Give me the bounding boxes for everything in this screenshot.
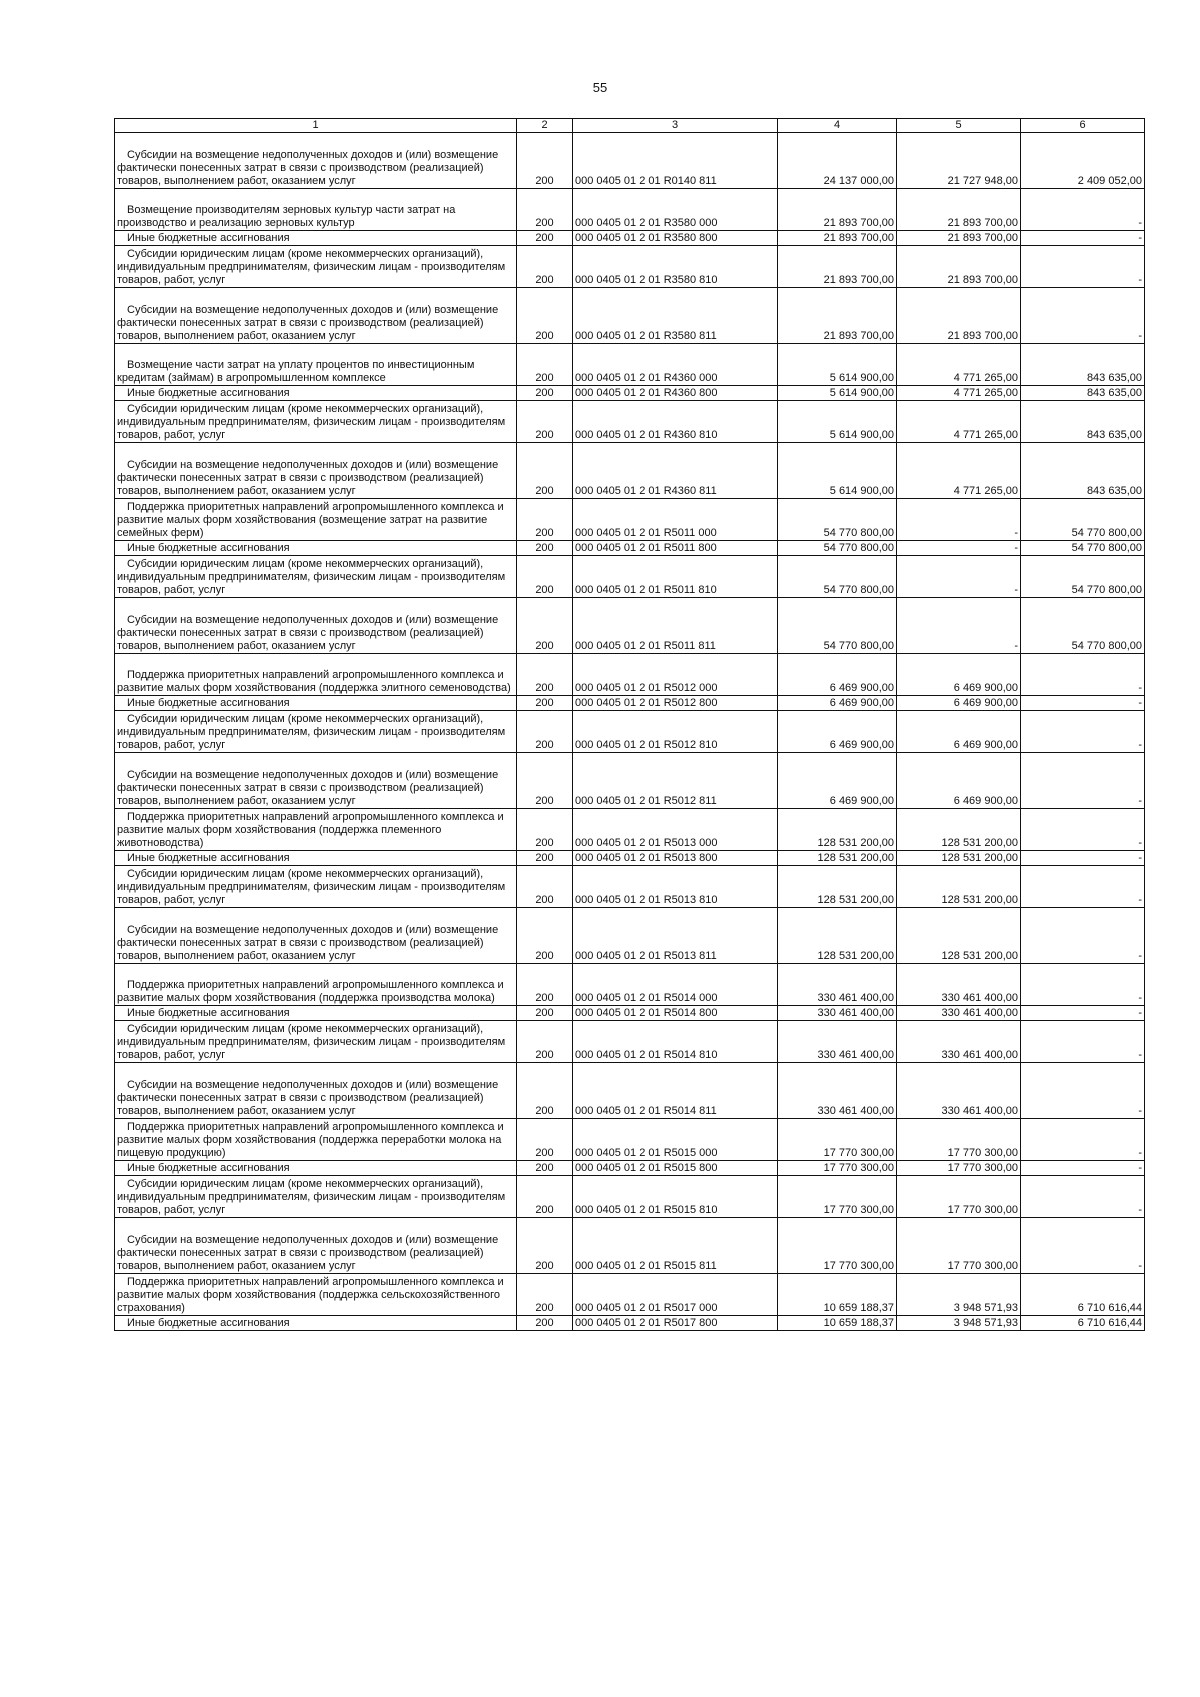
row-col6-cell: 843 635,00 [1021, 386, 1145, 401]
row-col5-cell: 17 770 300,00 [897, 1161, 1021, 1176]
row-name-cell: Субсидии юридическим лицам (кроме некоммерческих организаций), индивидуальным предпринимателям, физическим лицам - производителям товаров, работ, услуг [115, 1176, 517, 1218]
row-name-cell: Субсидии на возмещение недополученных доходов и (или) возмещение фактически понесенных затрат в связи с производством (реализацией) товаров, выполнением работ, оказанием услуг [115, 1218, 517, 1274]
row-col2-cell: 200 [517, 809, 573, 851]
row-code-cell: 000 0405 01 2 01 R5011 800 [573, 541, 778, 556]
row-col6-cell: 843 635,00 [1021, 344, 1145, 386]
row-name-cell: Субсидии юридическим лицам (кроме некоммерческих организаций), индивидуальным предпринимателям, физическим лицам - производителям товаров, работ, услуг [115, 1021, 517, 1063]
row-col4-cell: 6 469 900,00 [778, 654, 897, 696]
table-row [115, 1316, 1145, 1331]
row-col5-cell: 21 893 700,00 [897, 246, 1021, 288]
row-col2-cell: 200 [517, 1316, 573, 1331]
row-col2-cell: 200 [517, 541, 573, 556]
row-name-cell: Субсидии на возмещение недополученных доходов и (или) возмещение фактически понесенных затрат в связи с производством (реализацией) товаров, выполнением работ, оказанием услуг [115, 288, 517, 344]
row-col2-cell: 200 [517, 1119, 573, 1161]
table-row [115, 556, 1145, 598]
row-col5-cell: 21 893 700,00 [897, 189, 1021, 231]
table-row [115, 1063, 1145, 1119]
row-code-cell: 000 0405 01 2 01 R4360 810 [573, 401, 778, 443]
table-row [115, 1161, 1145, 1176]
row-col5-cell: 4 771 265,00 [897, 386, 1021, 401]
row-code-cell: 000 0405 01 2 01 R5011 811 [573, 598, 778, 654]
table-row [115, 851, 1145, 866]
row-col4-cell: 21 893 700,00 [778, 246, 897, 288]
row-name-cell: Поддержка приоритетных направлений агропромышленного комплекса и развитие малых форм хозяйствования (поддержка племенного животноводства) [115, 809, 517, 851]
row-col6-cell: - [1021, 809, 1145, 851]
table-row [115, 711, 1145, 753]
row-name-cell: Поддержка приоритетных направлений агропромышленного комплекса и развитие малых форм хозяйствования (возмещение затрат на развитие семейных ферм) [115, 499, 517, 541]
row-name-cell: Поддержка приоритетных направлений агропромышленного комплекса и развитие малых форм хозяйствования (поддержка сельскохозяйственного страхования) [115, 1274, 517, 1316]
row-col6-cell: - [1021, 1218, 1145, 1274]
row-col2-cell: 200 [517, 598, 573, 654]
table-row [115, 1119, 1145, 1161]
table-row [115, 1021, 1145, 1063]
table-row [115, 696, 1145, 711]
row-code-cell: 000 0405 01 2 01 R5015 000 [573, 1119, 778, 1161]
header-cell: 3 [573, 119, 778, 133]
row-col5-cell: 3 948 571,93 [897, 1274, 1021, 1316]
row-col2-cell: 200 [517, 1006, 573, 1021]
row-code-cell: 000 0405 01 2 01 R3580 811 [573, 288, 778, 344]
row-name-cell: Иные бюджетные ассигнования [115, 1006, 517, 1021]
table-row [115, 1218, 1145, 1274]
row-name-cell: Иные бюджетные ассигнования [115, 696, 517, 711]
row-col5-cell: 21 893 700,00 [897, 288, 1021, 344]
row-col4-cell: 5 614 900,00 [778, 401, 897, 443]
row-col5-cell: 4 771 265,00 [897, 443, 1021, 499]
row-col6-cell: 54 770 800,00 [1021, 541, 1145, 556]
row-col5-cell: 128 531 200,00 [897, 851, 1021, 866]
row-col6-cell: - [1021, 1176, 1145, 1218]
row-col6-cell: 843 635,00 [1021, 443, 1145, 499]
row-name-cell: Субсидии юридическим лицам (кроме некоммерческих организаций), индивидуальным предпринимателям, физическим лицам - производителям товаров, работ, услуг [115, 401, 517, 443]
row-name-cell: Субсидии на возмещение недополученных доходов и (или) возмещение фактически понесенных затрат в связи с производством (реализацией) товаров, выполнением работ, оказанием услуг [115, 1063, 517, 1119]
row-col4-cell: 5 614 900,00 [778, 344, 897, 386]
row-col4-cell: 6 469 900,00 [778, 711, 897, 753]
row-name-cell: Поддержка приоритетных направлений агропромышленного комплекса и развитие малых форм хозяйствования (поддержка элитного семеноводства) [115, 654, 517, 696]
row-col5-cell: 4 771 265,00 [897, 401, 1021, 443]
row-name-cell: Субсидии на возмещение недополученных доходов и (или) возмещение фактически понесенных затрат в связи с производством (реализацией) товаров, выполнением работ, оказанием услуг [115, 908, 517, 964]
row-col5-cell: 21 893 700,00 [897, 231, 1021, 246]
row-code-cell: 000 0405 01 2 01 R5017 000 [573, 1274, 778, 1316]
row-col2-cell: 200 [517, 443, 573, 499]
table-row [115, 1176, 1145, 1218]
row-code-cell: 000 0405 01 2 01 R5013 000 [573, 809, 778, 851]
row-col2-cell: 200 [517, 851, 573, 866]
header-cell: 4 [778, 119, 897, 133]
row-col6-cell: - [1021, 696, 1145, 711]
row-code-cell: 000 0405 01 2 01 R5011 000 [573, 499, 778, 541]
row-code-cell: 000 0405 01 2 01 R5014 811 [573, 1063, 778, 1119]
row-col6-cell: 54 770 800,00 [1021, 556, 1145, 598]
row-col4-cell: 17 770 300,00 [778, 1218, 897, 1274]
row-col5-cell: 6 469 900,00 [897, 753, 1021, 809]
row-col4-cell: 128 531 200,00 [778, 908, 897, 964]
row-col6-cell: - [1021, 908, 1145, 964]
row-name-cell: Иные бюджетные ассигнования [115, 851, 517, 866]
row-col4-cell: 17 770 300,00 [778, 1176, 897, 1218]
row-col4-cell: 54 770 800,00 [778, 541, 897, 556]
row-col5-cell: 21 727 948,00 [897, 133, 1021, 189]
row-col6-cell: - [1021, 231, 1145, 246]
row-col5-cell: 4 771 265,00 [897, 344, 1021, 386]
row-col4-cell: 330 461 400,00 [778, 1006, 897, 1021]
row-col6-cell: 54 770 800,00 [1021, 499, 1145, 541]
row-col2-cell: 200 [517, 189, 573, 231]
row-col2-cell: 200 [517, 866, 573, 908]
row-name-cell: Субсидии на возмещение недополученных доходов и (или) возмещение фактически понесенных затрат в связи с производством (реализацией) товаров, выполнением работ, оказанием услуг [115, 753, 517, 809]
row-col4-cell: 21 893 700,00 [778, 288, 897, 344]
table-row [115, 189, 1145, 231]
row-col4-cell: 54 770 800,00 [778, 598, 897, 654]
table-row [115, 443, 1145, 499]
row-code-cell: 000 0405 01 2 01 R5012 810 [573, 711, 778, 753]
budget-table [114, 118, 1145, 1331]
row-code-cell: 000 0405 01 2 01 R5013 800 [573, 851, 778, 866]
header-cell: 6 [1021, 119, 1145, 133]
row-code-cell: 000 0405 01 2 01 R5014 810 [573, 1021, 778, 1063]
row-col5-cell: 17 770 300,00 [897, 1176, 1021, 1218]
row-col2-cell: 200 [517, 908, 573, 964]
row-col4-cell: 128 531 200,00 [778, 809, 897, 851]
row-col2-cell: 200 [517, 654, 573, 696]
row-col4-cell: 21 893 700,00 [778, 231, 897, 246]
row-col5-cell: 6 469 900,00 [897, 654, 1021, 696]
table-row [115, 866, 1145, 908]
row-col2-cell: 200 [517, 288, 573, 344]
page-number: 55 [592, 80, 608, 95]
row-col4-cell: 10 659 188,37 [778, 1316, 897, 1331]
table-row [115, 541, 1145, 556]
row-col2-cell: 200 [517, 246, 573, 288]
row-col5-cell: 3 948 571,93 [897, 1316, 1021, 1331]
row-col5-cell: 128 531 200,00 [897, 809, 1021, 851]
row-code-cell: 000 0405 01 2 01 R5012 000 [573, 654, 778, 696]
row-name-cell: Поддержка приоритетных направлений агропромышленного комплекса и развитие малых форм хозяйствования (поддержка переработки молока на пищевую продукцию) [115, 1119, 517, 1161]
table-row [115, 344, 1145, 386]
row-col5-cell: - [897, 499, 1021, 541]
row-col4-cell: 330 461 400,00 [778, 1063, 897, 1119]
table-row [115, 133, 1145, 189]
row-col6-cell: 843 635,00 [1021, 401, 1145, 443]
row-code-cell: 000 0405 01 2 01 R0140 811 [573, 133, 778, 189]
row-col6-cell: - [1021, 866, 1145, 908]
row-col5-cell: - [897, 541, 1021, 556]
row-col2-cell: 200 [517, 964, 573, 1006]
row-code-cell: 000 0405 01 2 01 R3580 800 [573, 231, 778, 246]
row-col2-cell: 200 [517, 1021, 573, 1063]
header-cell: 5 [897, 119, 1021, 133]
row-code-cell: 000 0405 01 2 01 R5013 810 [573, 866, 778, 908]
row-name-cell: Иные бюджетные ассигнования [115, 1161, 517, 1176]
row-name-cell: Поддержка приоритетных направлений агропромышленного комплекса и развитие малых форм хозяйствования (поддержка производства молока) [115, 964, 517, 1006]
row-code-cell: 000 0405 01 2 01 R5014 000 [573, 964, 778, 1006]
header-cell: 2 [517, 119, 573, 133]
row-col2-cell: 200 [517, 696, 573, 711]
row-col6-cell: 54 770 800,00 [1021, 598, 1145, 654]
row-col6-cell: - [1021, 1006, 1145, 1021]
row-col2-cell: 200 [517, 231, 573, 246]
row-col6-cell: - [1021, 851, 1145, 866]
row-name-cell: Субсидии юридическим лицам (кроме некоммерческих организаций), индивидуальным предпринимателям, физическим лицам - производителям товаров, работ, услуг [115, 556, 517, 598]
table-row [115, 499, 1145, 541]
table-row [115, 246, 1145, 288]
table-row [115, 964, 1145, 1006]
row-col2-cell: 200 [517, 1274, 573, 1316]
row-col2-cell: 200 [517, 1063, 573, 1119]
table-row [115, 1006, 1145, 1021]
row-code-cell: 000 0405 01 2 01 R5012 800 [573, 696, 778, 711]
row-col4-cell: 6 469 900,00 [778, 696, 897, 711]
row-col4-cell: 54 770 800,00 [778, 499, 897, 541]
row-code-cell: 000 0405 01 2 01 R5013 811 [573, 908, 778, 964]
row-col6-cell: 6 710 616,44 [1021, 1316, 1145, 1331]
row-col4-cell: 24 137 000,00 [778, 133, 897, 189]
row-col5-cell: 128 531 200,00 [897, 866, 1021, 908]
row-code-cell: 000 0405 01 2 01 R5012 811 [573, 753, 778, 809]
table-row [115, 1274, 1145, 1316]
row-code-cell: 000 0405 01 2 01 R5017 800 [573, 1316, 778, 1331]
row-col6-cell: 6 710 616,44 [1021, 1274, 1145, 1316]
row-col4-cell: 6 469 900,00 [778, 753, 897, 809]
row-col5-cell: 330 461 400,00 [897, 1063, 1021, 1119]
row-col4-cell: 17 770 300,00 [778, 1119, 897, 1161]
row-col6-cell: - [1021, 1063, 1145, 1119]
row-code-cell: 000 0405 01 2 01 R5014 800 [573, 1006, 778, 1021]
table-row [115, 654, 1145, 696]
row-code-cell: 000 0405 01 2 01 R4360 000 [573, 344, 778, 386]
row-col2-cell: 200 [517, 344, 573, 386]
row-col6-cell: - [1021, 1119, 1145, 1161]
row-col4-cell: 128 531 200,00 [778, 866, 897, 908]
row-name-cell: Иные бюджетные ассигнования [115, 386, 517, 401]
row-code-cell: 000 0405 01 2 01 R5011 810 [573, 556, 778, 598]
table-row [115, 598, 1145, 654]
row-name-cell: Иные бюджетные ассигнования [115, 541, 517, 556]
row-name-cell: Субсидии юридическим лицам (кроме некоммерческих организаций), индивидуальным предпринимателям, физическим лицам - производителям товаров, работ, услуг [115, 246, 517, 288]
row-code-cell: 000 0405 01 2 01 R4360 800 [573, 386, 778, 401]
row-name-cell: Возмещение части затрат на уплату процентов по инвестиционным кредитам (займам) в агропромышленном комплексе [115, 344, 517, 386]
row-col5-cell: 128 531 200,00 [897, 908, 1021, 964]
header-cell: 1 [115, 119, 517, 133]
table-row [115, 288, 1145, 344]
row-col4-cell: 10 659 188,37 [778, 1274, 897, 1316]
row-col2-cell: 200 [517, 1176, 573, 1218]
row-code-cell: 000 0405 01 2 01 R5015 811 [573, 1218, 778, 1274]
row-col4-cell: 17 770 300,00 [778, 1161, 897, 1176]
row-code-cell: 000 0405 01 2 01 R3580 810 [573, 246, 778, 288]
row-name-cell: Субсидии на возмещение недополученных доходов и (или) возмещение фактически понесенных затрат в связи с производством (реализацией) товаров, выполнением работ, оказанием услуг [115, 598, 517, 654]
table-row [115, 231, 1145, 246]
row-col2-cell: 200 [517, 1161, 573, 1176]
row-name-cell: Субсидии юридическим лицам (кроме некоммерческих организаций), индивидуальным предпринимателям, физическим лицам - производителям товаров, работ, услуг [115, 866, 517, 908]
row-col4-cell: 21 893 700,00 [778, 189, 897, 231]
row-col5-cell: - [897, 598, 1021, 654]
row-col6-cell: - [1021, 189, 1145, 231]
row-col5-cell: 330 461 400,00 [897, 1021, 1021, 1063]
row-col6-cell: - [1021, 964, 1145, 1006]
row-col6-cell: - [1021, 288, 1145, 344]
row-col5-cell: 6 469 900,00 [897, 711, 1021, 753]
row-col6-cell: - [1021, 711, 1145, 753]
row-col5-cell: 330 461 400,00 [897, 964, 1021, 1006]
row-col2-cell: 200 [517, 401, 573, 443]
row-col2-cell: 200 [517, 711, 573, 753]
table-row [115, 908, 1145, 964]
row-col5-cell: 6 469 900,00 [897, 696, 1021, 711]
row-col2-cell: 200 [517, 133, 573, 189]
row-col6-cell: - [1021, 753, 1145, 809]
row-col6-cell: - [1021, 246, 1145, 288]
row-col6-cell: 2 409 052,00 [1021, 133, 1145, 189]
header-row [115, 119, 1145, 133]
row-name-cell: Субсидии на возмещение недополученных доходов и (или) возмещение фактически понесенных затрат в связи с производством (реализацией) товаров, выполнением работ, оказанием услуг [115, 133, 517, 189]
row-col6-cell: - [1021, 1021, 1145, 1063]
row-col2-cell: 200 [517, 753, 573, 809]
row-name-cell: Иные бюджетные ассигнования [115, 1316, 517, 1331]
table-row [115, 401, 1145, 443]
row-name-cell: Субсидии на возмещение недополученных доходов и (или) возмещение фактически понесенных затрат в связи с производством (реализацией) товаров, выполнением работ, оказанием услуг [115, 443, 517, 499]
row-code-cell: 000 0405 01 2 01 R4360 811 [573, 443, 778, 499]
table-row [115, 753, 1145, 809]
row-col6-cell: - [1021, 1161, 1145, 1176]
row-col2-cell: 200 [517, 386, 573, 401]
row-col4-cell: 5 614 900,00 [778, 386, 897, 401]
row-col6-cell: - [1021, 654, 1145, 696]
row-code-cell: 000 0405 01 2 01 R5015 800 [573, 1161, 778, 1176]
row-col4-cell: 330 461 400,00 [778, 1021, 897, 1063]
row-col2-cell: 200 [517, 499, 573, 541]
row-col5-cell: - [897, 556, 1021, 598]
row-col5-cell: 330 461 400,00 [897, 1006, 1021, 1021]
row-col5-cell: 17 770 300,00 [897, 1119, 1021, 1161]
row-code-cell: 000 0405 01 2 01 R5015 810 [573, 1176, 778, 1218]
row-col4-cell: 330 461 400,00 [778, 964, 897, 1006]
row-col2-cell: 200 [517, 556, 573, 598]
table-row [115, 386, 1145, 401]
row-col5-cell: 17 770 300,00 [897, 1218, 1021, 1274]
row-name-cell: Субсидии юридическим лицам (кроме некоммерческих организаций), индивидуальным предпринимателям, физическим лицам - производителям товаров, работ, услуг [115, 711, 517, 753]
row-col4-cell: 5 614 900,00 [778, 443, 897, 499]
row-col2-cell: 200 [517, 1218, 573, 1274]
row-col4-cell: 128 531 200,00 [778, 851, 897, 866]
table-row [115, 809, 1145, 851]
row-col4-cell: 54 770 800,00 [778, 556, 897, 598]
row-code-cell: 000 0405 01 2 01 R3580 000 [573, 189, 778, 231]
row-name-cell: Возмещение производителям зерновых культур части затрат на производство и реализацию зерновых культур [115, 189, 517, 231]
row-name-cell: Иные бюджетные ассигнования [115, 231, 517, 246]
